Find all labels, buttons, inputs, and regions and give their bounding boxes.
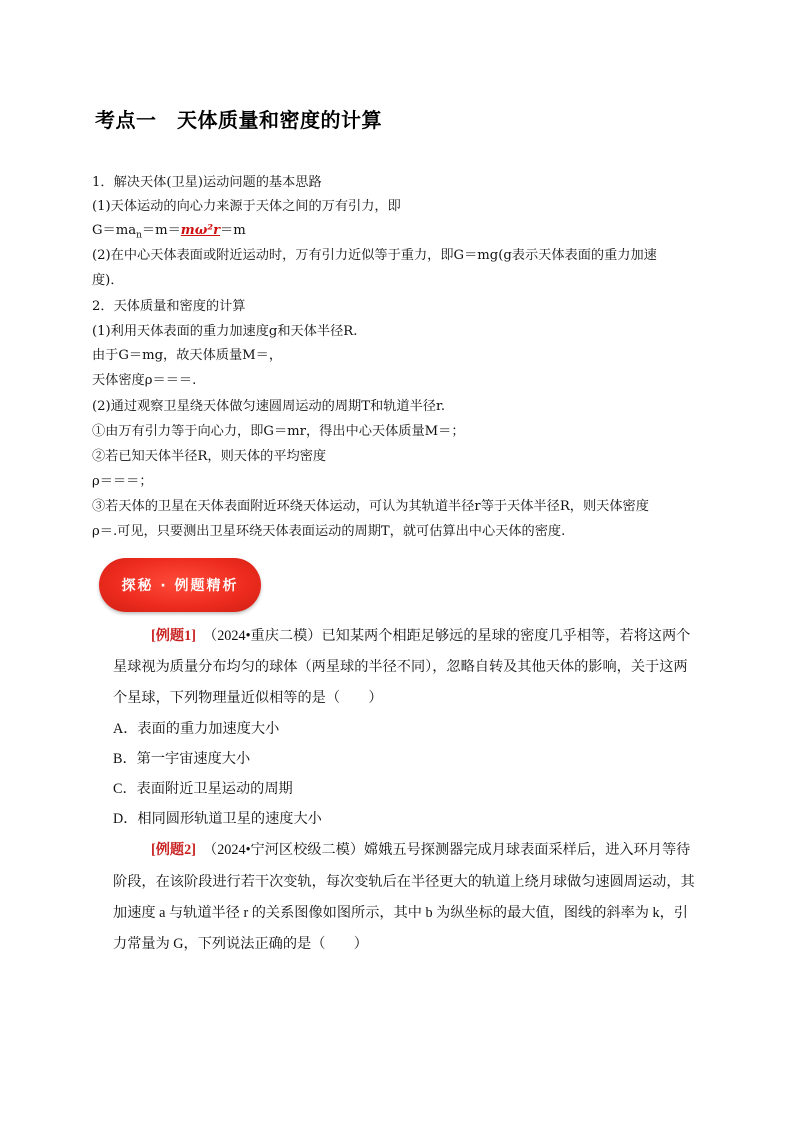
text-line-4: (2)在中心天体表面或附近运动时，万有引力近似等于重力，即G＝mg(g表示天体表面的重力加速 xyxy=(92,248,657,263)
formula-line-centripetal xyxy=(92,219,246,241)
section-title: 考点一 天体质量和密度的计算 xyxy=(95,108,382,132)
example1-line-2: 星球视为质量分布均匀的球体（两星球的半径不同），忽略自转及其他天体的影响，关于这两 xyxy=(113,659,688,675)
text-line-11: ①由万有引力等于向心力，即G＝mr，得出中心天体质量M＝； xyxy=(92,424,465,439)
example2-line-1 xyxy=(151,839,690,859)
example1-line-1 xyxy=(151,625,690,645)
text-line-9: 天体密度ρ＝＝＝. xyxy=(92,373,197,388)
example1-option-b: B．第一宇宙速度大小 xyxy=(113,751,251,767)
text-line-10: (2)通过观察卫星绕天体做匀速圆周运动的周期T和轨道半径r. xyxy=(92,399,446,414)
example1-text-1: （2024•重庆二模）已知某两个相距足够远的星球的密度几乎相等，若将这两个 xyxy=(195,628,691,644)
example2-line-3: 加速度 a 与轨道半径 r 的关系图像如图所示，其中 b 为纵坐标的最大值，图线的斜率为 k，引 xyxy=(113,905,688,921)
example2-line-4: 力常量为 G，下列说法正确的是（ ） xyxy=(113,936,368,952)
banner-label: 探秘 · 例题精析 xyxy=(121,578,239,594)
formula-part-a: G＝ma xyxy=(92,223,137,238)
formula-subscript: n xyxy=(136,230,142,241)
example1-option-a: A．表面的重力加速度大小 xyxy=(113,721,280,737)
formula-answer-highlight: mω²r xyxy=(180,223,221,238)
text-line-7: (1)利用天体表面的重力加速度g和天体半径R. xyxy=(92,324,358,339)
text-line-5: 度)． xyxy=(92,273,124,288)
example1-tag: [例题1] xyxy=(151,628,196,644)
formula-part-c: ＝m xyxy=(220,223,246,238)
example2-tag: [例题2] xyxy=(151,842,196,858)
text-line-13: ρ＝＝＝； xyxy=(92,474,153,489)
text-line-14: ③若天体的卫星在天体表面附近环绕天体运动，可认为其轨道半径r等于天体半径R，则天体密度 xyxy=(92,499,649,514)
example2-line-2: 阶段，在该阶段进行若干次变轨，每次变轨后在半径更大的轨道上绕月球做匀速圆周运动，其 xyxy=(113,874,695,890)
text-line-15: ρ＝.可见，只要测出卫星环绕天体表面运动的周期T，就可估算出中心天体的密度. xyxy=(92,524,566,539)
text-line-8: 由于G＝mg，故天体质量M＝， xyxy=(92,348,283,363)
example1-option-d: D．相同圆形轨道卫星的速度大小 xyxy=(113,811,322,827)
formula-part-b: ＝m＝ xyxy=(141,223,181,238)
example1-option-c: C．表面附近卫星运动的周期 xyxy=(113,781,293,797)
example1-line-3: 个星球，下列物理量近似相等的是（ ） xyxy=(113,690,383,706)
example-section-banner xyxy=(99,558,261,612)
example2-text-1: （2024•宁河区校级二模）嫦娥五号探测器完成月球表面采样后，进入环月等待 xyxy=(195,842,691,858)
text-line-1: 1．解决天体(卫星)运动问题的基本思路 xyxy=(92,175,322,190)
text-line-2: (1)天体运动的向心力来源于天体之间的万有引力，即 xyxy=(92,199,401,214)
text-line-12: ②若已知天体半径R，则天体的平均密度 xyxy=(92,449,327,464)
text-line-6: 2．天体质量和密度的计算 xyxy=(92,299,246,314)
